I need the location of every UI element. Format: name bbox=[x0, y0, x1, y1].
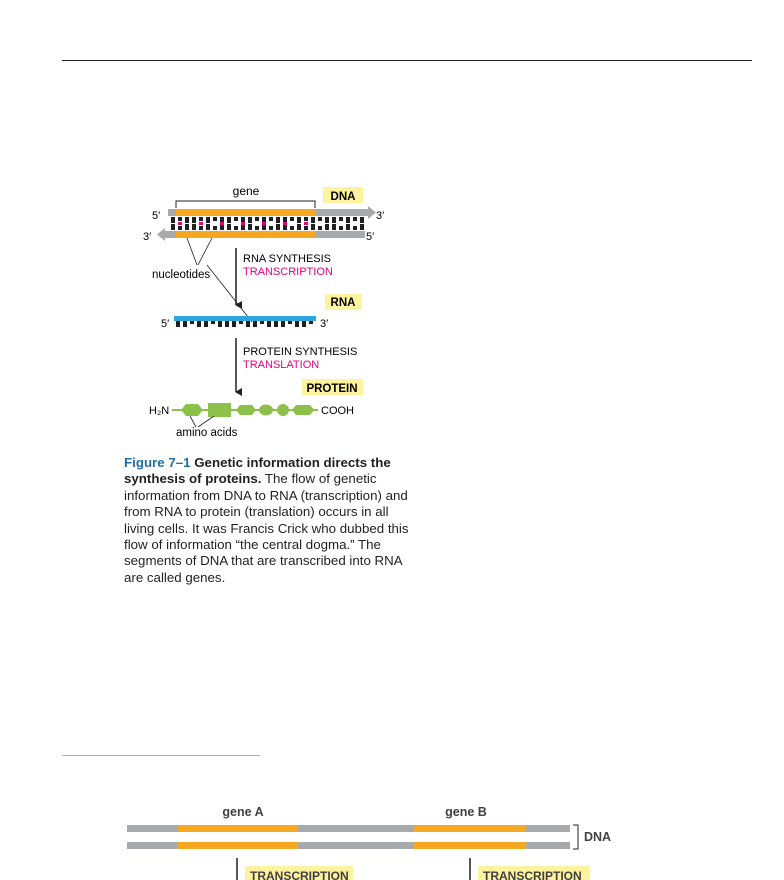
amino-terminus: H₂N bbox=[149, 405, 170, 417]
gene-a-label: gene A bbox=[222, 805, 264, 819]
dna-bottom-3prime: 3′ bbox=[143, 231, 152, 243]
nucleotides-label: nucleotides bbox=[152, 269, 211, 281]
translation-label: TRANSLATION bbox=[243, 359, 320, 371]
dna-double-strand bbox=[157, 206, 376, 241]
gene-label: gene bbox=[232, 184, 260, 198]
dna-strands-two-genes bbox=[127, 825, 570, 849]
figure-caption bbox=[124, 455, 409, 586]
dna-label-fig2: DNA bbox=[584, 830, 612, 844]
figure-caption-body: The flow of genetic information from DNA to RNA (transcription) and from RNA to protein (translation) occurs in all living cells. It was Francis Crick who dubbed this flow of information “the central dogma.” The segments of DNA that are transcribed into RNA are called genes. bbox=[124, 471, 409, 585]
transcription-b-label: TRANSCRIPTION bbox=[483, 869, 582, 880]
protein-synthesis-label: PROTEIN SYNTHESIS bbox=[243, 346, 358, 358]
footnote-rule bbox=[62, 755, 260, 756]
dna-top-3prime: 3′ bbox=[376, 210, 385, 222]
amino-acids-label: amino acids bbox=[176, 427, 238, 439]
rna-synthesis-label: RNA SYNTHESIS bbox=[243, 253, 332, 265]
figure-number: Figure 7–1 bbox=[124, 455, 191, 470]
protein-label: PROTEIN bbox=[306, 383, 358, 395]
figure-title: Genetic information directs the synthesis of proteins. bbox=[124, 455, 391, 487]
dna-label: DNA bbox=[330, 191, 356, 203]
rna-3prime: 3′ bbox=[320, 318, 329, 330]
transcription-a-label: TRANSCRIPTION bbox=[250, 869, 349, 880]
gene-b-label: gene B bbox=[445, 805, 487, 819]
gene-bracket bbox=[176, 201, 315, 208]
rna-5prime: 5′ bbox=[161, 318, 170, 330]
dna-bracket bbox=[573, 825, 578, 849]
amino-acid-pointers bbox=[190, 416, 214, 427]
rna-label: RNA bbox=[330, 297, 356, 309]
protein-chain bbox=[172, 403, 318, 417]
dna-bottom-5prime: 5′ bbox=[366, 231, 375, 243]
carboxyl-terminus: COOH bbox=[321, 405, 354, 417]
rna-strand bbox=[174, 316, 316, 327]
dna-top-5prime: 5′ bbox=[152, 210, 161, 222]
transcription-label: TRANSCRIPTION bbox=[243, 266, 333, 278]
